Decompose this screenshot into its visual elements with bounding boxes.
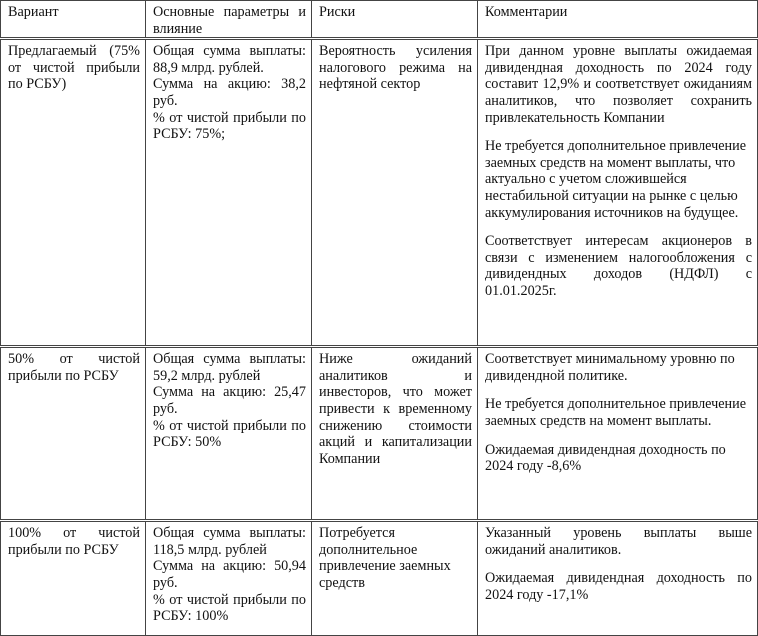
comment-paragraph: Не требуется дополнительное привлечение заемных средств на момент выплаты. (485, 396, 747, 429)
comments-cell (478, 39, 758, 347)
comment-paragraph: Ожидаемая дивидендная доходность по 2024 году -17,1% (485, 570, 752, 603)
comment-paragraph: Ожидаемая дивидендная доходность по 2024 году -8,6% (485, 441, 726, 475)
header-comments: Комментарии (478, 1, 758, 39)
param-line: Сумма на акцию: 50,94 руб. (153, 558, 306, 591)
comment-paragraph: При данном уровне выплаты ожидаемая дивидендная доходность по 2024 году составит 12,9% и соответствует ожиданиям аналитиков, что позволяет сохранить привлекательность Компании (485, 43, 752, 126)
param-line: Общая сумма выплаты: 118,5 млрд. рублей (153, 525, 306, 558)
param-line: % от чистой прибыли по РСБУ: 75%; (153, 109, 306, 143)
params-cell (146, 521, 312, 636)
variant-cell: Предлагаемый (75% от чистой прибыли по РСБУ) (1, 39, 146, 347)
params-cell (146, 39, 312, 347)
header-params: Основные параметры и влияние (146, 1, 312, 39)
comments-cell (478, 347, 758, 521)
variant-cell: 100% от чистой прибыли по РСБУ (1, 521, 146, 636)
params-cell (146, 347, 312, 521)
param-line: Общая сумма выплаты: 59,2 млрд. рублей (153, 351, 306, 384)
table-header-row (1, 1, 758, 39)
comment-paragraph: Не требуется дополнительное привлечение заемных средств на момент выплаты, что актуально с учетом сложившейся нестабильной ситуации на рынке с целью аккумулирования источников на будущее. (485, 138, 747, 221)
header-risks: Риски (312, 1, 478, 39)
table-row (1, 347, 758, 521)
table-row (1, 521, 758, 636)
param-line: Общая сумма выплаты: 88,9 млрд. рублей. (153, 43, 306, 76)
param-line: % от чистой прибыли по РСБУ: 50% (153, 417, 306, 451)
table-row (1, 39, 758, 347)
header-variant: Вариант (1, 1, 146, 39)
param-line: Сумма на акцию: 25,47 руб. (153, 384, 306, 417)
variant-cell: 50% от чистой прибыли по РСБУ (1, 347, 146, 521)
comment-paragraph: Указанный уровень выплаты выше ожиданий аналитиков. (485, 525, 752, 558)
comments-cell (478, 521, 758, 636)
param-line: % от чистой прибыли по РСБУ: 100% (153, 591, 306, 625)
param-line: Сумма на акцию: 38,2 руб. (153, 76, 306, 109)
risks-cell: Вероятность усиления налогового режима на нефтяной сектор (312, 39, 478, 347)
comment-paragraph: Соответствует интересам акционеров в связи с изменением налогообложения с дивидендных доходов (НДФЛ) с 01.01.2025г. (485, 233, 752, 299)
comment-paragraph: Соответствует минимальному уровню по дивидендной политике. (485, 351, 735, 384)
risks-cell: Потребуется дополнительное привлечение заемных средств (312, 521, 478, 636)
risks-cell: Ниже ожиданий аналитиков и инвесторов, что может привести к временному снижению стоимости акций и капитализации Компании (312, 347, 478, 521)
